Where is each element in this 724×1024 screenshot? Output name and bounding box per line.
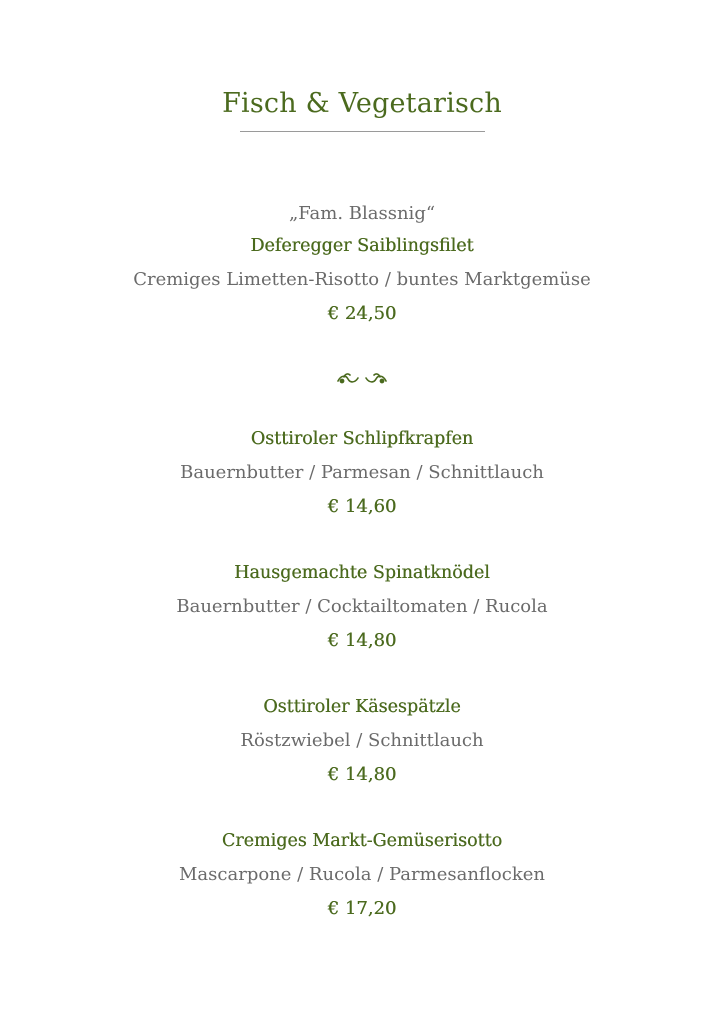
dish-name: Hausgemachte Spinatknödel	[234, 563, 490, 583]
dish-description: Mascarpone / Rucola / Parmesanflocken	[179, 864, 545, 885]
dish-description: Röstzwiebel / Schnittlauch	[240, 730, 484, 751]
dish-price: € 14,80	[327, 764, 397, 785]
item-origin: „Fam. Blassnig“	[288, 203, 436, 224]
dish-name: Osttiroler Schlipfkrapfen	[250, 429, 474, 449]
page-title: Fisch & Vegetarisch	[222, 88, 502, 119]
dish-name: Cremiges Markt-Gemüserisotto	[221, 831, 503, 851]
dish-name: Osttiroler Käsespätzle	[263, 697, 461, 717]
dish-description: Cremiges Limetten-Risotto / buntes Marktgemüse	[133, 269, 591, 290]
title-underline	[240, 131, 485, 132]
dish-price: € 14,80	[327, 630, 397, 651]
dish-price: € 24,50	[327, 303, 397, 324]
dish-description: Bauernbutter / Parmesan / Schnittlauch	[180, 462, 544, 483]
dish-name: Deferegger Saiblingsfilet	[250, 236, 474, 256]
dish-description: Bauernbutter / Cocktailtomaten / Rucola	[176, 596, 548, 617]
dish-price: € 17,20	[327, 898, 397, 919]
flourish-ornament-icon	[336, 371, 388, 387]
dish-price: € 14,60	[327, 496, 397, 517]
